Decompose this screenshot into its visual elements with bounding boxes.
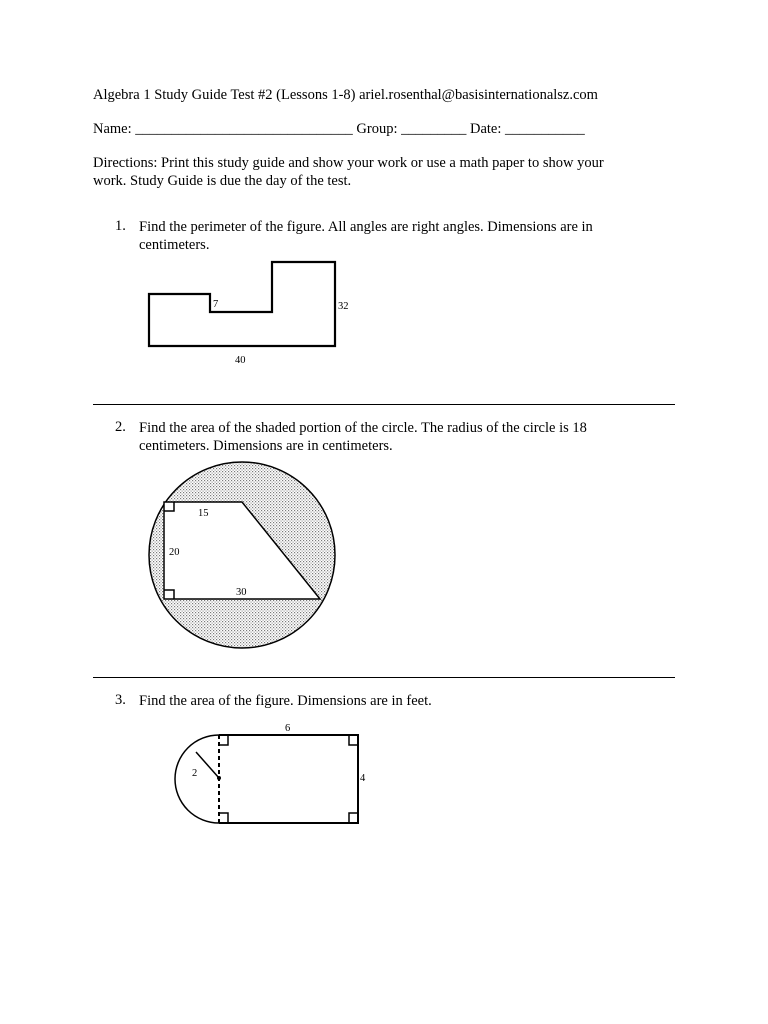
figure-2-top-label: 15 (198, 508, 209, 519)
question-3-text: Find the area of the figure. Dimensions are in feet. (139, 693, 432, 709)
figure-3-radius-label: 2 (192, 768, 198, 779)
question-3-number: 3. (115, 692, 126, 708)
figure-3-rectangle (219, 735, 358, 823)
directions-line-2: work. Study Guide is due the day of the test. (93, 173, 352, 189)
figure-3-semicircle (175, 735, 219, 823)
figure-3-center-dot (217, 776, 221, 780)
figure-3-radius-line (196, 752, 219, 778)
document-title: Algebra 1 Study Guide Test #2 (Lessons 1-8) ariel.rosenthal@basisinternationalsz.com (93, 87, 598, 103)
figure-3-right-angle-marks (219, 735, 358, 823)
question-2-number: 2. (115, 419, 126, 435)
figure-3-height-label: 4 (360, 773, 366, 784)
question-1-text: Find the perimeter of the figure. All angles are right angles. Dimensions are in centimeters. (139, 219, 593, 253)
name-group-date-line: Name: ______________________________ Group: _________ Date: ___________ (93, 121, 585, 137)
figure-1-notch-label: 7 (213, 299, 219, 310)
figure-1-polygon (149, 262, 335, 346)
figure-3-width-label: 6 (285, 723, 291, 734)
figure-2-side-label: 20 (169, 547, 180, 558)
question-1-number: 1. (115, 218, 126, 234)
figure-2-bottom-label: 30 (236, 587, 247, 598)
figure-1-height-label: 32 (338, 301, 349, 312)
figure-1-width-label: 40 (235, 355, 246, 366)
question-2-text: Find the area of the shaded portion of the circle. The radius of the circle is 18 centimeters. Dimensions are in centimeters. (139, 420, 587, 454)
directions-line-1: Directions: Print this study guide and show your work or use a math paper to show your (93, 155, 604, 171)
